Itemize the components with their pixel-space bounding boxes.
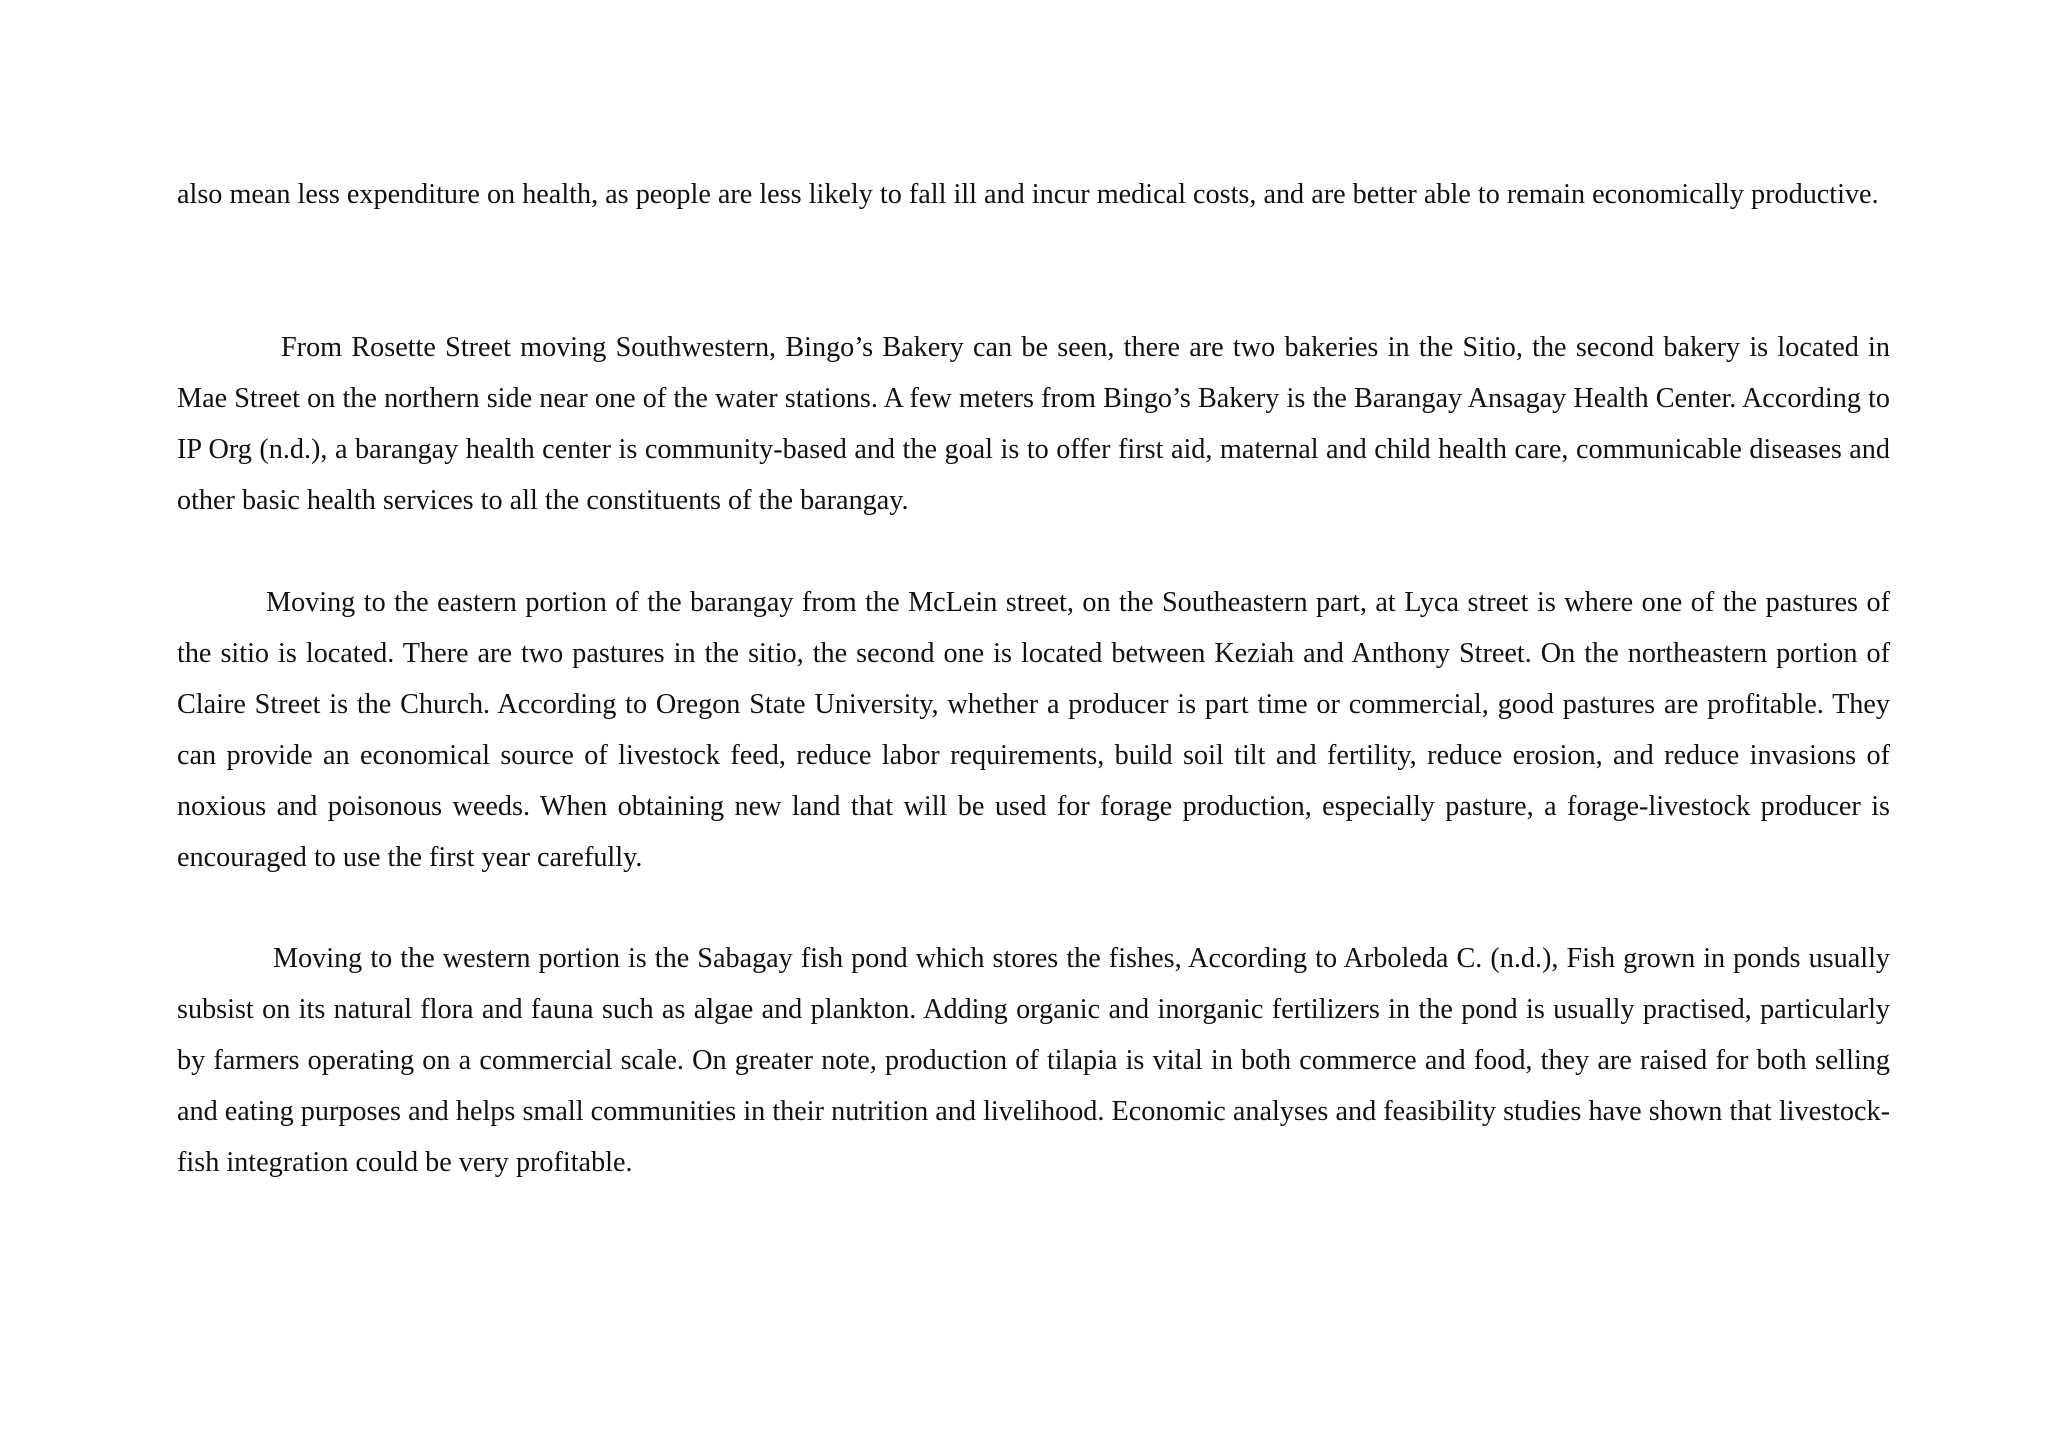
paragraph-text: also mean less expenditure on health, as people are less likely to fall ill and incur medical costs, and are better able to remain economically productive. — [177, 179, 1879, 210]
paragraph-continuation — [177, 169, 1890, 220]
paragraph-text: Moving to the eastern portion of the barangay from the McLein street, on the Southeastern part, at Lyca street is where one of the pastures of the sitio is located. There are two pastures in the sitio, the second one is located between Keziah and Anthony Street. On the northeastern portion of Claire Street is the Church. According to Oregon State University, whether a producer is part time or commercial, good pastures are profitable. They can provide an economical source of livestock feed, reduce labor requirements, build soil tilt and fertility, reduce erosion, and reduce invasions of noxious and poisonous weeds. When obtaining new land that will be used for forage production, especially pasture, a forage-livestock producer is encouraged to use the first year carefully. — [177, 587, 1890, 873]
paragraph-text: From Rosette Street moving Southwestern, Bingo’s Bakery can be seen, there are two bakeries in the Sitio, the second bakery is located in Mae Street on the northern side near one of the water stations. A few meters from Bingo’s Bakery is the Barangay Ansagay Health Center. According to IP Org (n.d.), a barangay health center is community-based and the goal is to offer first aid, maternal and child health care, communicable diseases and other basic health services to all the constituents of the barangay. — [177, 332, 1890, 516]
paragraph-pastures-church — [177, 577, 1890, 883]
paragraph-fish-pond — [177, 933, 1890, 1188]
paragraph-text: Moving to the western portion is the Sabagay fish pond which stores the fishes, According to Arboleda C. (n.d.), Fish grown in ponds usually subsist on its natural flora and fauna such as algae and plankton. Adding organic and inorganic fertilizers in the pond is usually practised, particularly by farmers operating on a commercial scale. On greater note, production of tilapia is vital in both commerce and food, they are raised for both selling and eating purposes and helps small communities in their nutrition and livelihood. Economic analyses and feasibility studies have shown that livestock-fish integration could be very profitable. — [177, 943, 1890, 1178]
paragraph-bakery-health-center — [177, 322, 1890, 526]
